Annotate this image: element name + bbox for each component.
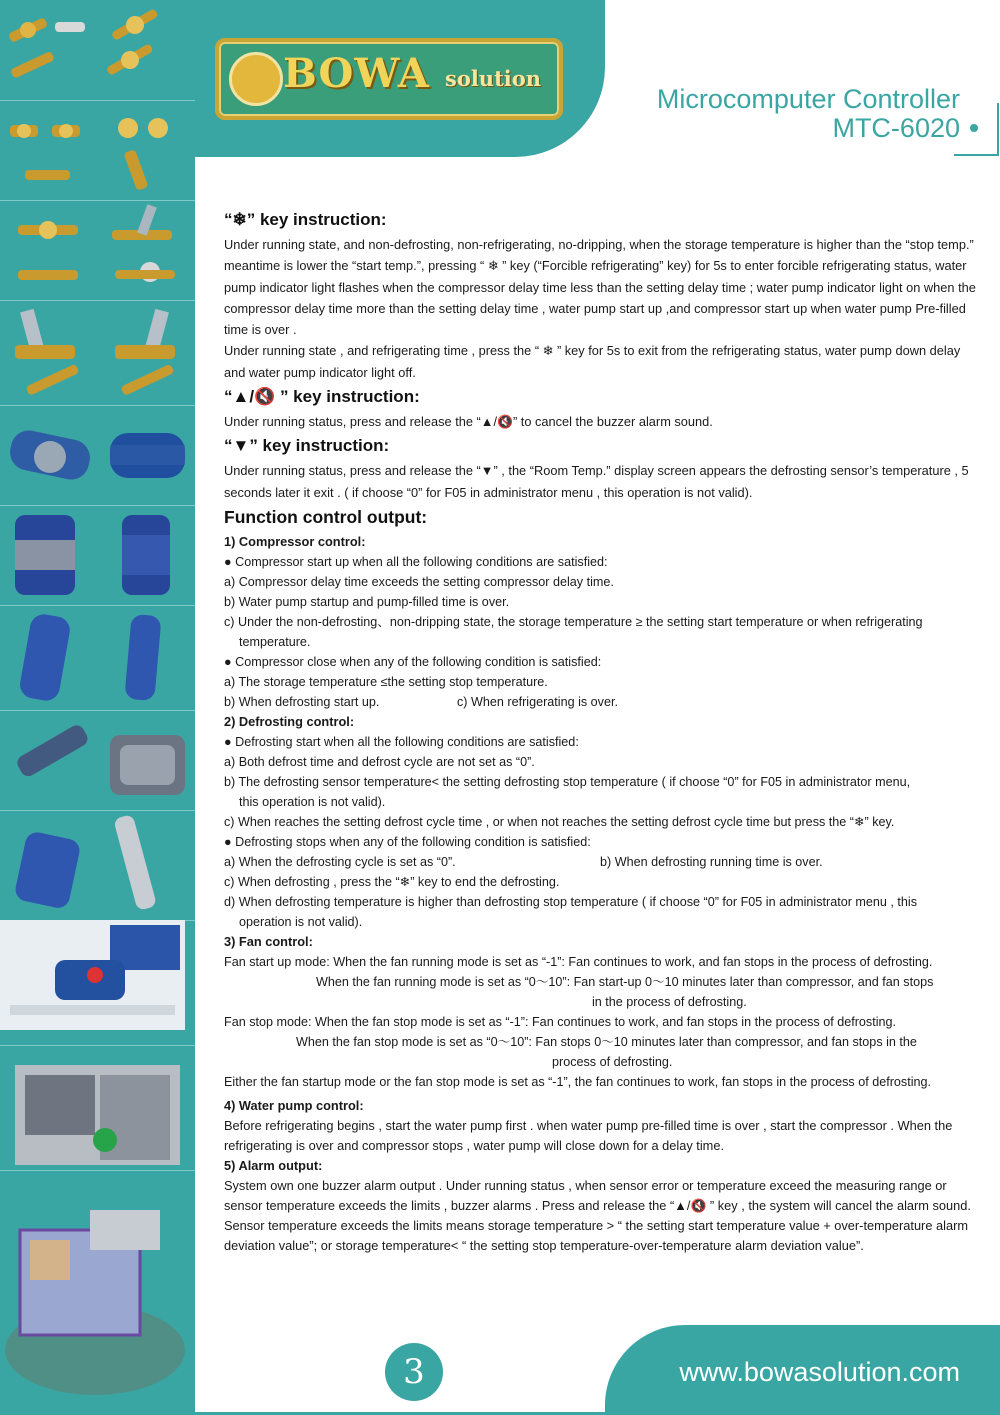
- compressor-line: temperature.: [239, 634, 311, 649]
- up-key-heading: “▲/🔇 ” key instruction:: [224, 387, 420, 407]
- compressor-line-a: b) When defrosting start up.: [224, 694, 380, 709]
- defrost-line: [224, 852, 976, 872]
- fan-line: When the fan running mode is set as “0～10”: Fan start-up 0～10 minutes later than compressor, and fan stops: [316, 974, 934, 989]
- filter-drier-icon: [0, 605, 195, 710]
- water-pump-paragraph: Before refrigerating begins , start the water pump first . when water pump pre-filled time is over , start the compressor . When the refrigerating is over and compressor stops , water pump will close down for a delay time.: [224, 1117, 953, 1153]
- defrosting-control-heading: 2) Defrosting control:: [224, 713, 355, 729]
- product-row-accumulator: [0, 405, 195, 506]
- logo-emblem-icon: [229, 52, 283, 106]
- product-row-filter: [0, 605, 195, 711]
- defrost-line: c) When reaches the setting defrost cycle time , or when not reaches the setting defrost cycle time but press the “❄” key.: [224, 814, 895, 829]
- manual-content: [224, 210, 976, 1256]
- compressor-control-heading: 1) Compressor control:: [224, 533, 366, 549]
- compressor-line: a) Compressor delay time exceeds the setting compressor delay time.: [224, 574, 614, 589]
- defrost-line-a: a) When the defrosting cycle is set as “0”.: [224, 854, 456, 869]
- accumulator-icon: [0, 405, 195, 505]
- solenoid-valve-icon: [0, 300, 195, 405]
- product-row-container: [0, 1170, 195, 1415]
- snow-key-paragraph-1: Under running state, and non-defrosting, non-refrigerating, no-dripping, when the storage temperature is higher than the “stop temp.” meantime is lower the “start temp.”, pressing “ ❄ ” key (“Forcible refrigerating” key) for 5s to enter forcible refrigerating status, water pump indicator light flashes when the compressor delay time less than the setting delay time ; water pump indicator light on when the compressor delay time more than the setting delay time , water pump start up ,and compressor start up when water pump Pre-filled time is over .: [224, 237, 976, 338]
- product-row-exchanger: [0, 810, 195, 921]
- defrost-line: this operation is not valid).: [239, 794, 386, 809]
- fan-line: in the process of defrosting.: [592, 994, 747, 1009]
- defrost-line: ● Defrosting start when all the following conditions are satisfied:: [224, 734, 579, 749]
- fan-line: process of defrosting.: [552, 1054, 673, 1069]
- company-logo: [215, 38, 563, 120]
- product-image-strip: [0, 0, 195, 1415]
- oil-separator-icon: [0, 710, 195, 810]
- product-row-receiver: [0, 505, 195, 606]
- brass-valve-icon: [0, 0, 195, 100]
- fan-line: Fan start up mode: When the fan running mode is set as “-1”: Fan continues to work, and fan stops in the process of defrosting.: [224, 954, 933, 969]
- water-pump-control-heading: 4) Water pump control:: [224, 1097, 364, 1113]
- title-dot: [970, 124, 978, 132]
- down-key-paragraph: Under running status, press and release the “▼” , the “Room Temp.” display screen appears the defrosting sensor’s temperature , 5 seconds later it exit . ( if choose “0” for F05 in administrator menu , this operation is not valid).: [224, 463, 969, 500]
- product-row-unit-1: [0, 920, 195, 1046]
- heat-exchanger-icon: [0, 810, 195, 920]
- compressor-line: [224, 692, 976, 712]
- defrost-line-b: b) When defrosting running time is over.: [600, 854, 823, 869]
- compressor-line: ● Compressor close when any of the following condition is satisfied:: [224, 654, 602, 669]
- product-row-separator: [0, 710, 195, 811]
- title-divider-vertical: [997, 103, 999, 156]
- liquid-receiver-icon: [0, 505, 195, 605]
- defrost-line: c) When defrosting , press the “❄” key to end the defrosting.: [224, 874, 560, 889]
- compressor-line-b: c) When refrigerating is over.: [457, 694, 618, 709]
- alarm-paragraph-2: Sensor temperature exceeds the limits means storage temperature > “ the setting start temperature value + over-temperature alarm deviation value”; or storage temperature< “ the setting stop temperature-over-temperature alarm deviation value”.: [224, 1217, 968, 1253]
- fan-control-heading: 3) Fan control:: [224, 933, 313, 949]
- defrost-line: operation is not valid).: [239, 914, 363, 929]
- defrost-line: b) The defrosting sensor temperature< the setting defrosting stop temperature ( if choose “0” for F05 in administrator menu,: [224, 774, 911, 789]
- defrost-line: d) When defrosting temperature is higher than defrosting stop temperature ( if choose “0” for F05 in administrator menu , this: [224, 894, 917, 909]
- defrost-line: a) Both defrost time and defrost cycle are not set as “0”.: [224, 754, 535, 769]
- logo-text: BOWA: [283, 50, 430, 97]
- fan-line: Either the fan startup mode or the fan stop mode is set as “-1”, the fan continues to work, fan stops in the process of defrosting.: [224, 1074, 932, 1089]
- function-output-heading: Function control output:: [224, 506, 428, 527]
- sight-glass-icon: [0, 100, 195, 200]
- product-row-valves-1: [0, 0, 195, 101]
- compressor-line: ● Compressor start up when all the following conditions are satisfied:: [224, 554, 608, 569]
- alarm-output-heading: 5) Alarm output:: [224, 1157, 323, 1173]
- compressor-line: b) Water pump startup and pump-filled time is over.: [224, 594, 510, 609]
- product-row-solenoid: [0, 300, 195, 406]
- container-room-icon: [0, 1170, 195, 1415]
- website-link[interactable]: www.bowasolution.com: [679, 1357, 960, 1387]
- up-key-paragraph: Under running status, press and release the “▲/🔇” to cancel the buzzer alarm sound.: [224, 414, 713, 430]
- snow-key-heading: “❄” key instruction:: [224, 210, 387, 229]
- compressor-line: a) The storage temperature ≤the setting stop temperature.: [224, 674, 548, 689]
- snow-key-paragraph-2: Under running state , and refrigerating time , press the “ ❄ ” key for 5s to exit from the refrigerating status, water pump down delay and water pump indicator light off.: [224, 343, 961, 380]
- cold-room-unit-icon: [0, 1045, 195, 1170]
- product-row-valves-3: [0, 200, 195, 301]
- fan-line: When the fan stop mode is set as “0～10”: Fan stops 0～10 minutes later than compressor, and fan stops in the: [296, 1034, 917, 1049]
- logo-subtext: solution: [445, 66, 542, 91]
- ball-valve-icon: [0, 200, 195, 300]
- page-number: 3: [385, 1343, 443, 1401]
- compressor-line: c) Under the non-defrosting、non-dripping state, the storage temperature ≥ the setting start temperature or when refrigerating: [224, 614, 923, 629]
- down-key-heading: “▼” key instruction:: [224, 436, 390, 456]
- fan-line: Fan stop mode: When the fan stop mode is set as “-1”: Fan continues to work, and fan stops in the process of defrosting.: [224, 1014, 897, 1029]
- alarm-paragraph-1: System own one buzzer alarm output . Under running status , when sensor error or temperature exceed the measuring range or sensor temperature exceeds the limits , buzzer alarms . Press and release the “▲/🔇 ” key , the system will cancel the alarm sound.: [224, 1177, 971, 1213]
- defrost-line: ● Defrosting stops when any of the following condition is satisfied:: [224, 834, 591, 849]
- document-title: Microcomputer Controller: [656, 84, 960, 114]
- product-row-valves-2: [0, 100, 195, 201]
- product-row-unit-2: [0, 1045, 195, 1171]
- title-divider-horizontal: [954, 154, 999, 156]
- model-number: MTC-6020: [832, 113, 960, 143]
- condensing-unit-icon: [0, 920, 195, 1045]
